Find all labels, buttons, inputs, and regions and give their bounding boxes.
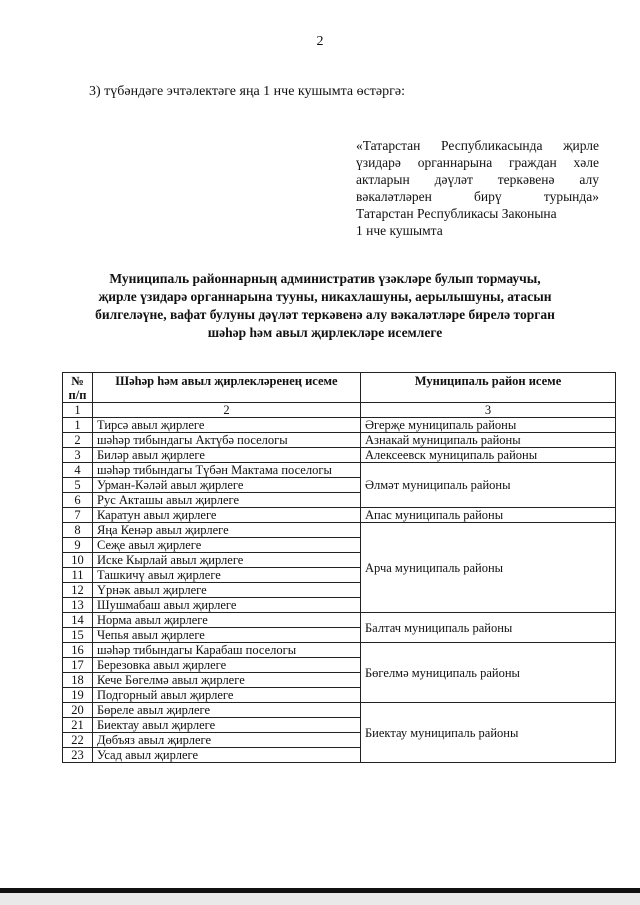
annex-reference — [356, 137, 599, 239]
settlement-name: Подгорный авыл җирлеге — [93, 688, 361, 703]
row-number: 23 — [63, 748, 93, 763]
settlement-name: Ташкичү авыл җирлеге — [93, 568, 361, 583]
table-row — [63, 523, 616, 538]
district-name: Апас муниципаль районы — [361, 508, 616, 523]
settlement-name: Березовка авыл җирлеге — [93, 658, 361, 673]
settlements-table — [62, 372, 616, 763]
row-number: 7 — [63, 508, 93, 523]
settlement-name: Норма авыл җирлеге — [93, 613, 361, 628]
row-number: 15 — [63, 628, 93, 643]
heading-line: билгеләүне, вафат булуны дәүләт теркәвенә алу вәкаләтләре бирелә торган — [95, 307, 555, 322]
table-header-row — [63, 373, 616, 403]
row-number: 12 — [63, 583, 93, 598]
settlement-name: Усад авыл җирлеге — [93, 748, 361, 763]
settlement-name: шәһәр тибындагы Түбән Мактама поселогы — [93, 463, 361, 478]
scan-edge-band — [0, 893, 640, 905]
row-number: 19 — [63, 688, 93, 703]
row-number: 17 — [63, 658, 93, 673]
table-row — [63, 643, 616, 658]
row-number: 16 — [63, 643, 93, 658]
settlement-name: Сеҗе авыл җирлеге — [93, 538, 361, 553]
annex-line: үзидарә органнарына граждан хәле — [356, 155, 599, 170]
settlement-name: Яңа Кенәр авыл җирлеге — [93, 523, 361, 538]
heading-line: шәһәр һәм авыл җирлекләре исемлеге — [207, 325, 443, 340]
row-number: 10 — [63, 553, 93, 568]
settlement-name: Тирсә авыл җирлеге — [93, 418, 361, 433]
district-name: Алексеевск муниципаль районы — [361, 448, 616, 463]
index-cell: 3 — [361, 403, 616, 418]
row-number: 20 — [63, 703, 93, 718]
document-heading — [60, 270, 590, 342]
settlement-name: Чепья авыл җирлеге — [93, 628, 361, 643]
index-cell: 1 — [63, 403, 93, 418]
district-name: Балтач муниципаль районы — [361, 613, 616, 643]
row-number: 4 — [63, 463, 93, 478]
header-num: № п/п — [63, 373, 93, 403]
table-row — [63, 433, 616, 448]
row-number: 6 — [63, 493, 93, 508]
annex-line: «Татарстан Республикасында җирле — [356, 138, 599, 153]
header-district: Муниципаль район исеме — [361, 373, 616, 403]
heading-line: Муниципаль районнарның административ үзәкләре булып тормаучы, — [109, 271, 541, 286]
page-number: 2 — [316, 34, 324, 49]
settlement-name: Шушмабаш авыл җирлеге — [93, 598, 361, 613]
settlement-name: Кече Бөгелмә авыл җирлеге — [93, 673, 361, 688]
row-number: 3 — [63, 448, 93, 463]
annex-line: 1 нче кушымта — [356, 223, 443, 238]
settlement-name: Дөбъяз авыл җирлеге — [93, 733, 361, 748]
table-index-row — [63, 403, 616, 418]
heading-line: җирле үзидарә органнарына тууны, никахлашуны, аерылышуны, атасын — [98, 289, 552, 304]
district-name: Әлмәт муниципаль районы — [361, 463, 616, 508]
row-number: 5 — [63, 478, 93, 493]
settlement-name: шәһәр тибындагы Карабаш поселогы — [93, 643, 361, 658]
table-row — [63, 418, 616, 433]
settlement-name: Бөреле авыл җирлеге — [93, 703, 361, 718]
settlement-name: Биләр авыл җирлеге — [93, 448, 361, 463]
index-cell: 2 — [93, 403, 361, 418]
row-number: 1 — [63, 418, 93, 433]
row-number: 14 — [63, 613, 93, 628]
row-number: 9 — [63, 538, 93, 553]
settlement-name: Иске Кырлай авыл җирлеге — [93, 553, 361, 568]
district-name: Бөгелмә муниципаль районы — [361, 643, 616, 703]
table-row — [63, 463, 616, 478]
settlement-name: шәһәр тибындагы Актүбә поселогы — [93, 433, 361, 448]
table-row — [63, 613, 616, 628]
row-number: 11 — [63, 568, 93, 583]
header-settlement: Шәһәр һәм авыл җирлекләренең исеме — [93, 373, 361, 403]
table-row — [63, 508, 616, 523]
row-number: 22 — [63, 733, 93, 748]
table-row — [63, 448, 616, 463]
row-number: 13 — [63, 598, 93, 613]
row-number: 2 — [63, 433, 93, 448]
row-number: 8 — [63, 523, 93, 538]
district-name: Биектау муниципаль районы — [361, 703, 616, 763]
settlement-name: Биектау авыл җирлеге — [93, 718, 361, 733]
table-row — [63, 703, 616, 718]
settlement-name: Рус Акташы авыл җирлеге — [93, 493, 361, 508]
intro-paragraph: 3) түбәндәге эчтәлектәге яңа 1 нче кушымта өстәргә: — [89, 84, 405, 99]
row-number: 21 — [63, 718, 93, 733]
annex-line: вәкаләтләрен бирү турында» — [356, 189, 599, 204]
district-name: Арча муниципаль районы — [361, 523, 616, 613]
annex-line: актларын дәүләт теркәвенә алу — [356, 172, 599, 187]
district-name: Әгерҗе муниципаль районы — [361, 418, 616, 433]
settlement-name: Үрнәк авыл җирлеге — [93, 583, 361, 598]
annex-line: Татарстан Республикасы Законына — [356, 206, 557, 221]
settlement-name: Каратун авыл җирлеге — [93, 508, 361, 523]
district-name: Азнакай муниципаль районы — [361, 433, 616, 448]
settlement-name: Урман-Кәләй авыл җирлеге — [93, 478, 361, 493]
row-number: 18 — [63, 673, 93, 688]
